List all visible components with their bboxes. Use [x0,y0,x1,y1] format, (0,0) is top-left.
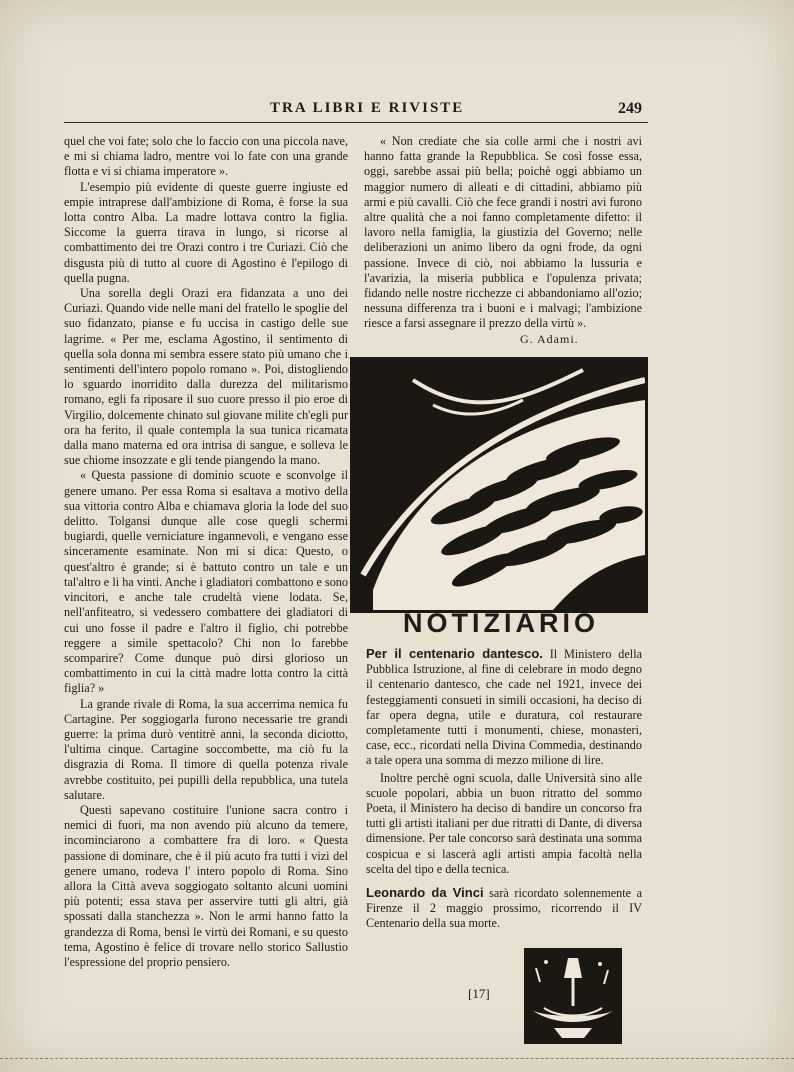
wing-woodcut-illustration [350,357,648,613]
paragraph: La grande rivale di Roma, la sua accerrima nemica fu Cartagine. Per soggiogarla furono necessarie tre grandi guerre: la prima durò ventitrè anni, la seconda diciotto, l'ultima cinque. Cartagine soccombette, ma ciò fu la disgrazia di Roma. Il timore di quella potenza rivale avrebbe costituito, pei pupilli della repubblica, una tutela salutare. [64,696,348,802]
signature-mark: [17] [468,986,490,1001]
paragraph: quel che voi fate; solo che lo faccio con una piccola nave, e mi si chiama ladro, mentre voi lo fate con una grande flotta e vi si chiama imperatore ». [64,134,348,179]
left-column [64,134,348,970]
notiziario-content [366,646,642,934]
wing-woodcut-svg [353,360,645,610]
news-text: Il Ministero della Pubblica Istruzione, al fine di celebrare in modo degno il centenario dantesco, che cade nel 1921, invece dei festeggiamenti consueti in simili occasioni, ha deciso di far opera degna, utile e duratura, col restaurare completamente tutti i monumenti, chiese, monasteri, case, ecc., ricordati nella Divina Commedia, destinando a tale opera una somma di mezzo milione di lire. [366,647,642,768]
running-title: TRA LIBRI E RIVISTE [270,100,465,116]
news-text: sarà ricordato solennemente a Firenze il 2 maggio prossimo, ricorrendo il IV Centenario della sua morte. [366,886,643,931]
paragraph: « Questa passione di dominio scuote e sconvolge il genere umano. Per essa Roma si esaltava a motivo della sua vittoria contro Alba e chiamava gloria la lode del suo delitto. Tolgansi dunque alle cose quegli schermi bugiardi, quelle verniciature ingannevoli, e vengano esse sinceramente esaminate. Non mi si dica: Questo, o quest'altro è grande; si è battuto contro un tale e un tal'altro e li ha vinti. Anche i gladiatori combattono e sono vincitori, e anche tale crudeltà viene lodata. Se, nell'anfiteatro, si vedessero combattere dei gladiatori di cui uno fosse il padre e l'altro il figlio, chi potrebbe reggere a simile spettacolo? Chi non lo farebbe scomparire? Come dunque può dirsi glorioso un combattimento in cui la città madre lotta contro la città figlia? » [64,468,348,696]
page-number: 249 [618,100,642,117]
lamp-tailpiece-svg [524,948,622,1044]
news-item-dante [366,646,642,769]
paragraph: Una sorella degli Orazi era fidanzata a uno dei Curiazi. Quando vide nelle mani del fratello le spoglie del suo fidanzato, pianse e fu uccisa in castigo delle sue lagrime. « Per me, esclama Agostino, il sentimento di quella sola donna mi sembra essere stato più umano che i sentimenti dell'intero popolo romano ». Poi, distogliendo lo sguardo inorridito dalla durezza del militarismo romano, egli fa riposare il suo cuore presso il pio eroe di Virgilio, dolcemente chinato sul giovane milite ch'egli pur ora ha ferito, il quale contempla la sua tunica ricamata dalla mano materna ed ora intrisa di sangue, e solleva le sue chiome insozzate e gli tende piangendo la mano. [64,286,348,468]
header-rule [64,122,648,123]
right-column [364,134,642,332]
news-item-leonardo [366,885,642,932]
notiziario-heading: NOTIZIARIO [403,608,599,638]
bottom-rule [0,1058,794,1059]
paragraph: Questi sapevano costituire l'unione sacra contro i nemici di fuori, ma non avendo più alcuno da temere, incominciarono a combattere fra di loro. « Questa passione di dominare, che è il più acuto fra tutti i vizi del genere umano, rodeva l' intero popolo di Roma. Sino allora la Città aveva soggiogato soltanto alcuni uomini più potenti; essa stava per asservire tutti gli altri, già spossati dalla stanchezza ». Non le armi hanno fatto la grandezza di Roma, bensì le virtù dei Romani, e su questo tema, Agostino è felice di trovare nello storico Sallustio l'espressione del proprio pensiero. [64,802,348,969]
author-signature: G. Adami. [520,332,579,346]
news-headline: Per il centenario dantesco. [366,646,543,661]
lamp-tailpiece-illustration [524,948,622,1044]
news-headline: Leonardo da Vinci [366,885,484,901]
paragraph: « Non crediate che sia colle armi che i nostri avi hanno fatta grande la Repubblica. Se così fosse essa, oggi, sarebbe assai più bella; poichè oggi abbiamo un maggior numero di alleati e di cittadini, abbiamo più armi e più cavalli. Ciò che fece grandi i nostri avi furono altre qualità che a noi fanno completamente difetto: il lavoro nella famiglia, la giustizia del Governo; nelle deliberazioni un animo libero da ogni frode, da ogni passione. Invece di ciò, noi abbiamo la lussuria e l'avarizia, la miseria pubblica e l'opulenza privata; fidando nelle nostre ricchezze ci abbandoniamo all'ozio; nessuna differenza tra i buoni e i malvagi; l'ambizione riesce a farsi assegnare il prezzo della virtù ». [364,134,642,331]
news-item-dante-continued: Inoltre perchè ogni scuola, dalle Università sino alle scuole popolari, abbia un buon ritratto del sommo Poeta, il Ministero ha deciso di bandire un concorso fra tutti gli artisti italiani per due ritratti di Dante, di diversa dimensione. Per tale concorso sarà destinata una somma cospicua e si lascerà agli artisti ampia facoltà nella scelta del tipo e della tecnica. [366,770,642,876]
paragraph: L'esempio più evidente di queste guerre ingiuste ed empie intraprese dall'ambizione di Roma, è forse la sua lotta contro Alba. La madre lottava contro la figlia. Siccome la guerra tirava in lungo, si ricorse al combattimento dei tre Orazi contro i tre Curiazi. Ciò che disgusta più di tutto al cuore di Agostino è l'epilogo di quella pugna. [64,179,348,285]
